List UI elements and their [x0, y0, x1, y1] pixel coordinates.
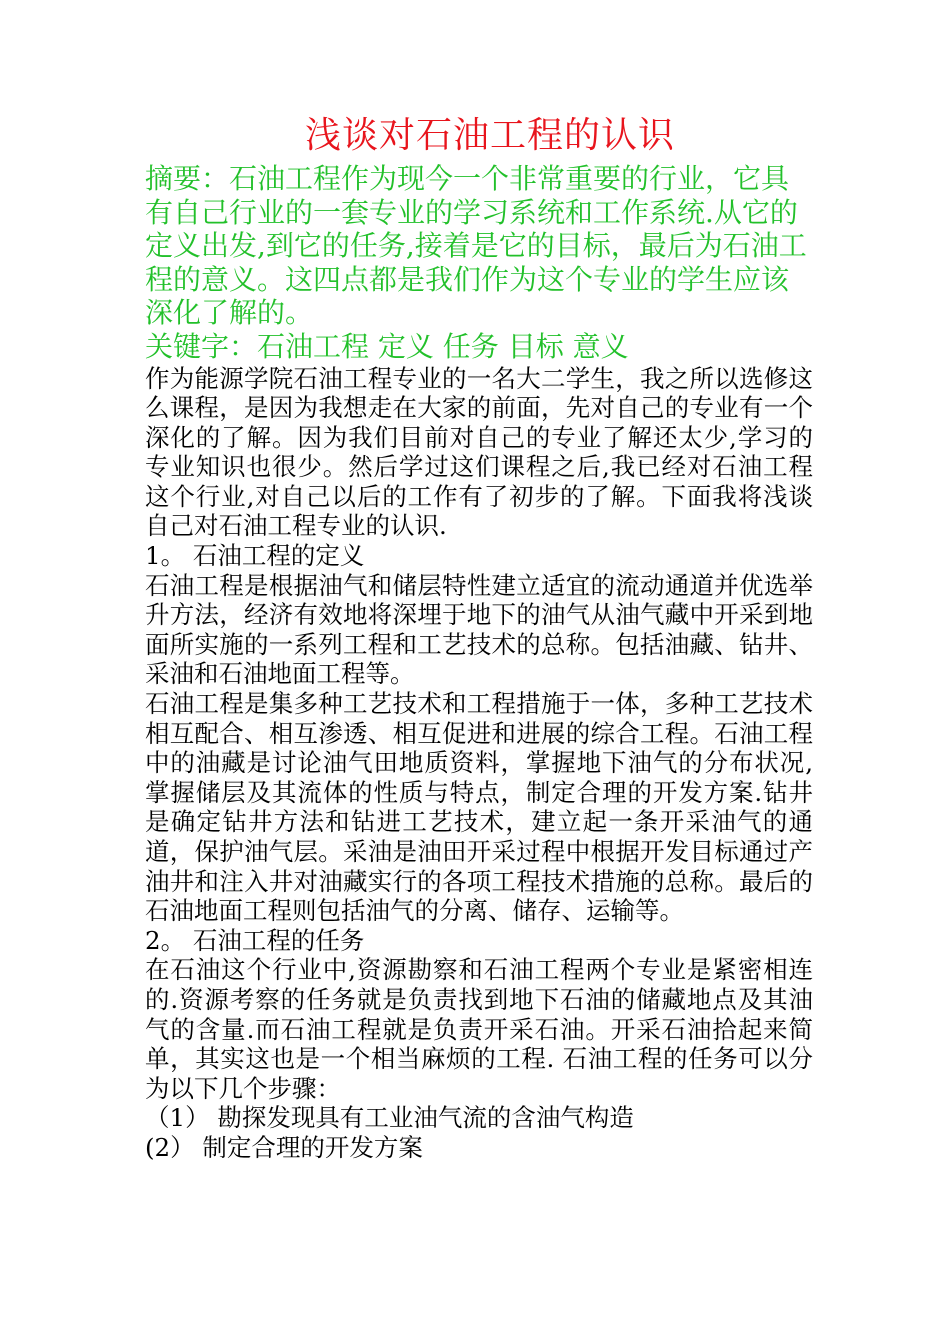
section-2-heading: 2。 石油工程的任务 [145, 925, 365, 955]
section-1-paragraph-2: 石油工程是集多种工艺技术和工程措施于一体，多种工艺技术相互配合、相互渗透、相互促进和进展的综合工程。石油工程中的油藏是讨论油气田地质资料，掌握地下油气的分布状况,掌握储层及其流体的性质与特点，制定合理的开发方案.钻井是确定钻井方法和钻进工艺技术，建立起一条开采油气的通道，保护油气层。采油是油田开采过程中根据开发目标通过产油井和注入井对油藏实行的各项工程技术措施的总称。最后的石油地面工程则包括油气的分离、储存、运输等。 [145, 689, 813, 926]
intro-paragraph: 作为能源学院石油工程专业的一名大二学生，我之所以选修这么课程，是因为我想走在大家的前面，先对自己的专业有一个深化的了解。因为我们目前对自己的专业了解还太少,学习的专业知识也很少。然后学过这们课程之后,我已经对石油工程这个行业,对自己以后的工作有了初步的了解。下面我将浅谈自己对石油工程专业的认识. [145, 363, 813, 541]
document-page [145, 112, 813, 1163]
document-title: 浅谈对石油工程的认识 [304, 115, 675, 156]
keywords-line: 关键字：石油工程 定义 任务 目标 意义 [145, 329, 629, 363]
section-2-paragraph-1: 在石油这个行业中,资源勘察和石油工程两个专业是紧密相连的.资源考察的任务就是负责找到地下石油的储藏地点及其油气的含量.而石油工程就是负责开采石油。开采石油拾起来简单，其实这也是一个相当麻烦的工程. 石油工程的任务可以分为以下几个步骤： [145, 955, 813, 1103]
abstract-paragraph: 摘要：石油工程作为现今一个非常重要的行业，它具有自己行业的一套专业的学习系统和工作系统.从它的定义出发,到它的任务,接着是它的目标，最后为石油工程的意义。这四点都是我们作为这个专业的学生应该深化了解的。 [145, 162, 807, 329]
step-item-1: （1） 勘探发现具有工业油气流的含油气构造 [145, 1103, 634, 1133]
step-item-2: (2） 制定合理的开发方案 [145, 1133, 423, 1163]
section-1-paragraph-1: 石油工程是根据油气和储层特性建立适宜的流动通道并优选举升方法，经济有效地将深埋于地下的油气从油气藏中开采到地面所实施的一系列工程和工艺技术的总称。包括油藏、钻井、采油和石油地面工程等。 [145, 570, 813, 689]
section-1-heading: 1。 石油工程的定义 [145, 541, 365, 571]
